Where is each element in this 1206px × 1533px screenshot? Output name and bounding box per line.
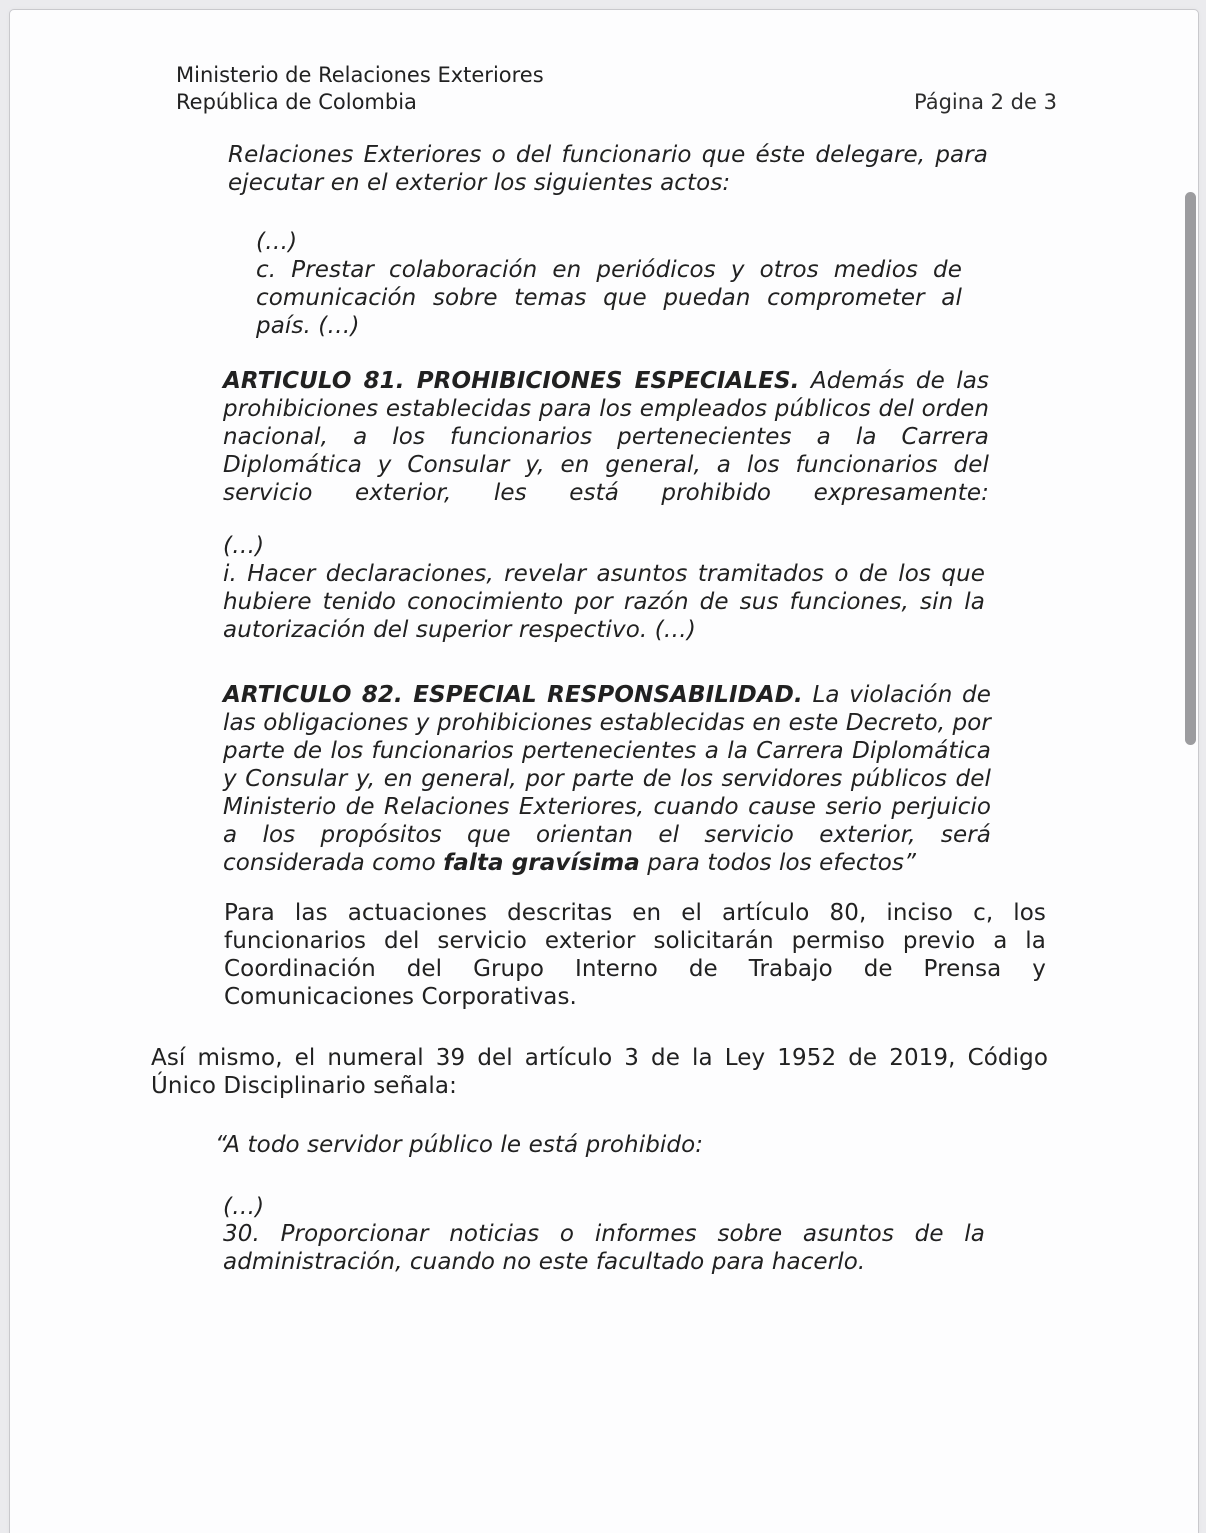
article-82-paragraph	[223, 681, 991, 877]
article-82-heading: ARTICULO 82. ESPECIAL RESPONSABILIDAD.	[223, 682, 803, 708]
page-header	[176, 62, 544, 116]
document-page	[9, 9, 1199, 1533]
item-c-paragraph: c. Prestar colaboración en periódicos y otros medios de comunicación sobre temas que puedan comprometer al país. (…)	[256, 257, 962, 339]
scrollbar-thumb[interactable]	[1185, 192, 1196, 745]
item-i-paragraph: i. Hacer declaraciones, revelar asuntos tramitados o de los que hubiere tenido conocimiento por razón de sus funciones, sin la autorización del superior respectivo. (…)	[223, 561, 985, 643]
article-82-closing: para todos los efectos”	[639, 850, 916, 876]
ellipsis-marker-2: (…)	[223, 533, 265, 559]
article-81-text: Además de las prohibiciones establecidas para los empleados públicos del orden nacional, a los funcionarios pertenecientes a la Carrera Diplomática y Consular y, en general, a los funcionarios del servicio exterior, les está prohibido expresamente:	[223, 368, 989, 506]
ellipsis-marker-3: (…)	[223, 1194, 265, 1220]
intro-quote-paragraph: Relaciones Exteriores o del funcionario que éste delegare, para ejecutar en el exterior los siguientes actos:	[228, 142, 988, 196]
article-81-heading: ARTICULO 81. PROHIBICIONES ESPECIALES.	[223, 368, 800, 394]
article-81-paragraph	[223, 367, 989, 507]
ley-1952-paragraph: Así mismo, el numeral 39 del artículo 3 de la Ley 1952 de 2019, Código Único Disciplinario señala:	[151, 1045, 1048, 1099]
article-82-text: La violación de las obligaciones y prohibiciones establecidas en este Decreto, por parte de los funcionarios pertenecientes a la Carrera Diplomática y Consular y, en general, por parte de los servidores públicos del Ministerio de Relaciones Exteriores, cuando cause serio perjuicio a los propósitos que orientan el servicio exterior, será considerada como	[223, 682, 991, 876]
falta-gravisima-bold: falta gravísima	[443, 850, 640, 876]
header-republic: República de Colombia	[176, 90, 417, 114]
permiso-previo-paragraph: Para las actuaciones descritas en el artículo 80, inciso c, los funcionarios del servicio exterior solicitarán permiso previo a la Coordinación del Grupo Interno de Trabajo de Prensa y Comunicaciones Corporativas.	[224, 900, 1046, 1010]
header-page-number: Página 2 de 3	[914, 90, 1057, 114]
servidor-publico-quote: “A todo servidor público le está prohibido:	[215, 1132, 704, 1158]
item-30-paragraph: 30. Proporcionar noticias o informes sobre asuntos de la administración, cuando no este facultado para hacerlo.	[223, 1221, 985, 1275]
ellipsis-marker-1: (…)	[256, 229, 298, 255]
header-ministry: Ministerio de Relaciones Exteriores	[176, 63, 544, 87]
